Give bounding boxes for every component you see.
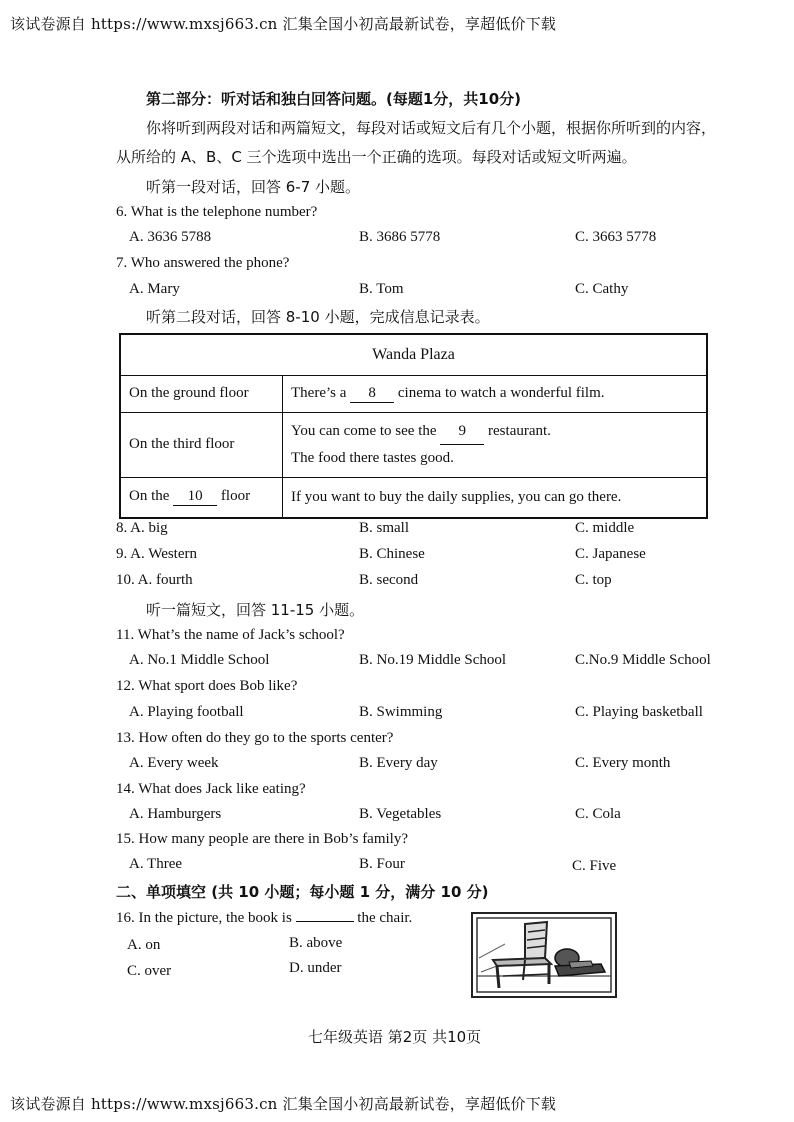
row3-text: If you want to buy the daily supplies, you can go there. — [283, 477, 708, 518]
q14-stem: 14. What does Jack like eating? — [116, 781, 306, 797]
row3-floor — [120, 477, 283, 518]
q15-option-c: C. Five — [572, 858, 617, 874]
q13-option-a: A. Every week — [129, 755, 219, 771]
q15-option-a: A. Three — [129, 856, 183, 872]
listen-instruction-3: 听一篇短文，回答 11-15 小题。 — [146, 601, 365, 619]
blank-8: 8 — [350, 385, 394, 403]
q12-option-a: A. Playing football — [129, 704, 244, 720]
q16-option-a: A. on — [127, 937, 161, 953]
q10-option-c: C. top — [575, 572, 612, 588]
q7-option-c: C. Cathy — [575, 281, 629, 297]
q14-option-b: B. Vegetables — [359, 806, 442, 822]
row1-text — [283, 375, 708, 412]
q14-option-c: C. Cola — [575, 806, 621, 822]
q6-option-a: A. 3636 5788 — [129, 229, 212, 245]
chair-book-illustration — [471, 912, 617, 998]
q9-option-a: 9. A. Western — [116, 546, 198, 562]
q13-stem: 13. How often do they go to the sports center? — [116, 730, 394, 746]
q11-option-c: C.No.9 Middle School — [575, 652, 711, 668]
top-banner: 该试卷源自 https://www.mxsj663.cn 汇集全国小初高最新试卷，享超低价下载 — [10, 15, 557, 33]
q10-option-b: B. second — [359, 572, 419, 588]
q16-answer-line — [296, 909, 354, 922]
q10-option-a: 10. A. fourth — [116, 572, 193, 588]
q13-option-b: B. Every day — [359, 755, 438, 771]
row2-post: restaurant. — [488, 423, 551, 439]
q14-option-a: A. Hamburgers — [129, 806, 222, 822]
row2-floor: On the third floor — [120, 412, 283, 477]
row1-pre: There’s a — [291, 384, 347, 401]
q12-stem: 12. What sport does Bob like? — [116, 678, 298, 694]
blank-9: 9 — [440, 418, 484, 445]
q13-option-c: C. Every month — [575, 755, 671, 771]
q7-option-a: A. Mary — [129, 281, 180, 297]
q6-stem: 6. What is the telephone number? — [116, 204, 318, 220]
q6-option-b: B. 3686 5778 — [359, 229, 441, 245]
q16-stem-pre: 16. In the picture, the book is — [116, 910, 292, 926]
blank-10: 10 — [173, 488, 217, 506]
q11-option-b: B. No.19 Middle School — [359, 652, 507, 668]
q15-option-b: B. Four — [359, 856, 405, 872]
section2-intro-line2: 从所给的 A、B、C 三个选项中选出一个正确的选项。每段对话或短文听两遍。 — [116, 148, 637, 166]
q9-option-c: C. Japanese — [575, 546, 646, 562]
q8-option-a: 8. A. big — [116, 520, 168, 536]
listen-instruction-1: 听第一段对话，回答 6-7 小题。 — [146, 178, 361, 196]
q12-option-c: C. Playing basketball — [575, 704, 703, 720]
q11-stem: 11. What’s the name of Jack’s school? — [116, 627, 345, 643]
row1-floor: On the ground floor — [120, 375, 283, 412]
q11-option-a: A. No.1 Middle School — [129, 652, 270, 668]
q8-option-c: C. middle — [575, 520, 635, 536]
section2-title: 第二部分：听对话和独白回答问题。(每题1分，共10分) — [146, 90, 522, 108]
listen-instruction-2: 听第二段对话，回答 8-10 小题，完成信息记录表。 — [146, 308, 490, 326]
bottom-banner: 该试卷源自 https://www.mxsj663.cn 汇集全国小初高最新试卷，享超低价下载 — [10, 1095, 557, 1113]
table-caption: Wanda Plaza — [120, 334, 707, 375]
q7-option-b: B. Tom — [359, 281, 404, 297]
q16-option-b: B. above — [289, 935, 343, 951]
row2-line2: The food there tastes good. — [291, 450, 454, 466]
q7-stem: 7. Who answered the phone? — [116, 255, 290, 271]
q12-option-b: B. Swimming — [359, 704, 443, 720]
q16-option-c: C. over — [127, 963, 172, 979]
q16-stem — [116, 909, 412, 927]
row2-pre: You can come to see the — [291, 423, 437, 439]
q16-stem-post: the chair. — [357, 910, 413, 926]
row1-post: cinema to watch a wonderful film. — [397, 384, 605, 401]
q9-option-b: B. Chinese — [359, 546, 425, 562]
row2-text — [283, 412, 708, 477]
page-footer: 七年级英语 第2页 共10页 — [308, 1028, 482, 1046]
info-record-table — [119, 333, 708, 519]
q15-stem: 15. How many people are there in Bob’s family? — [116, 831, 409, 847]
q6-option-c: C. 3663 5778 — [575, 229, 657, 245]
row3-floor-pre: On the — [129, 488, 170, 505]
chair-book-drawing — [473, 914, 615, 996]
section2-intro-line1: 你将听到两段对话和两篇短文，每段对话或短文后有几个小题，根据你所听到的内容， — [146, 119, 717, 137]
single-choice-title: 二、单项填空 (共 10 小题；每小题 1 分，满分 10 分) — [116, 883, 489, 901]
q16-option-d: D. under — [289, 960, 342, 976]
row3-floor-post: floor — [220, 488, 251, 505]
q8-option-b: B. small — [359, 520, 410, 536]
